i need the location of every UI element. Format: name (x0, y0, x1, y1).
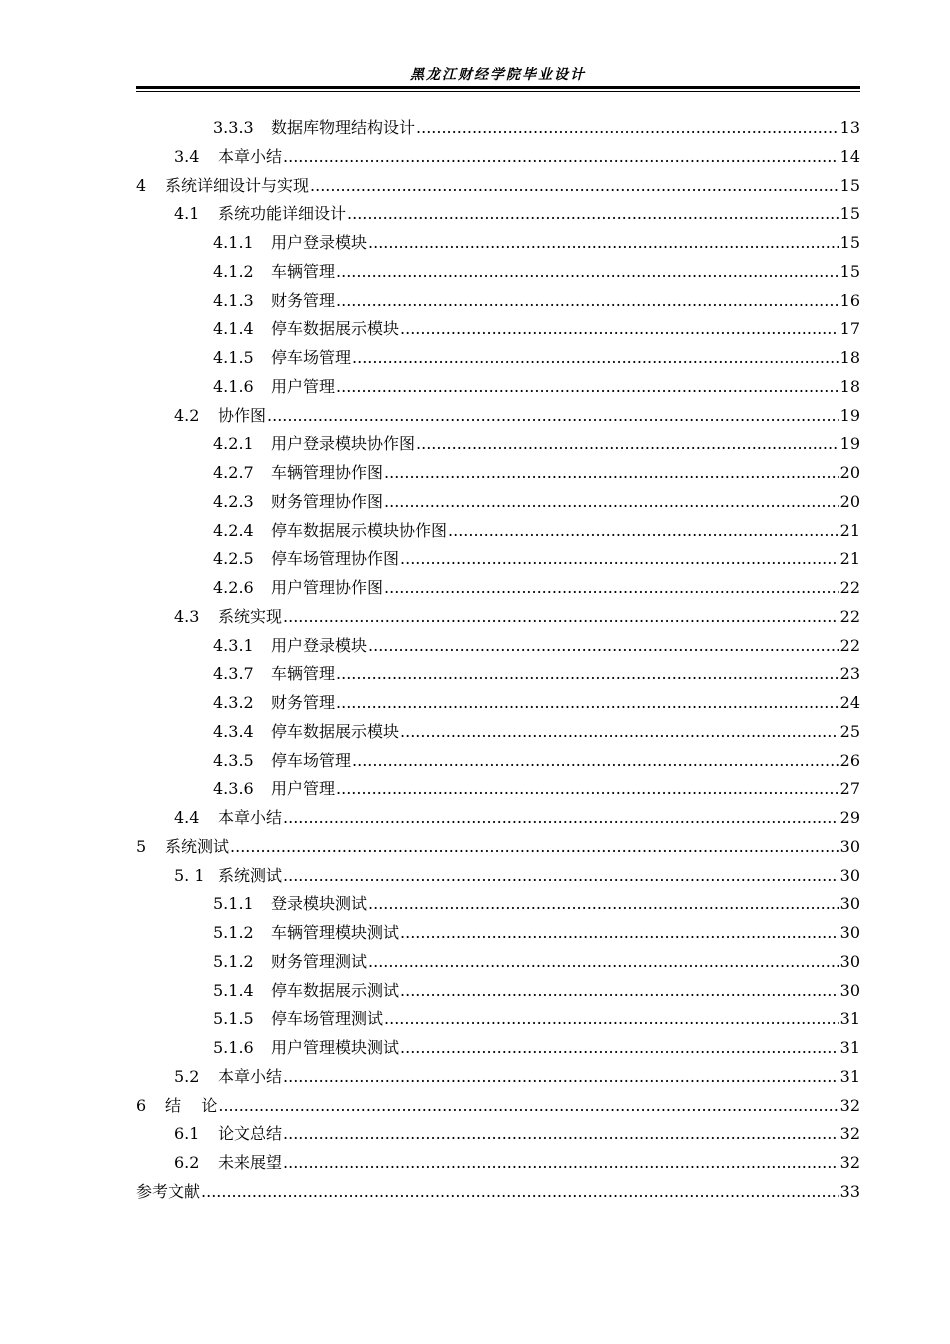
dot-leader (384, 1005, 839, 1034)
toc-entry-title: 结 论 (165, 1095, 218, 1115)
toc-entry-number: 3.4 (174, 146, 200, 166)
toc-entry[interactable] (136, 919, 860, 948)
toc-entry-title: 用户管理 (271, 779, 336, 799)
toc-entry-page-number: 19 (839, 405, 860, 425)
toc-entry-title: 停车数据展示模块 (271, 721, 400, 741)
toc-entry[interactable] (136, 430, 860, 459)
toc-entry-number: 3.3.3 (213, 118, 254, 137)
toc-entry-title: 系统功能详细设计 (218, 204, 347, 224)
toc-entry-number: 5.2 (174, 1066, 200, 1086)
toc-entry-page-number: 18 (839, 348, 860, 367)
dot-leader (352, 747, 839, 776)
toc-entry-page-number: 23 (839, 664, 860, 684)
toc-entry-page-number: 14 (839, 146, 860, 166)
toc-entry-page-number: 15 (839, 233, 860, 252)
toc-entry-number: 5.1.2 (213, 951, 254, 971)
dot-leader (352, 344, 839, 373)
toc-entry-number: 4 (136, 175, 147, 195)
dot-leader (336, 660, 839, 689)
toc-entry-title: 停车场管理 (271, 348, 352, 367)
toc-entry[interactable] (136, 373, 860, 402)
running-header-title: 黑龙江财经学院毕业设计 (410, 67, 586, 83)
toc-entry-page-number: 31 (839, 1009, 860, 1029)
toc-entry-title: 数据库物理结构设计 (271, 118, 416, 137)
toc-entry-title: 车辆管理 (271, 664, 336, 684)
toc-entry-number: 4.3 (174, 606, 200, 626)
header-rule-thick (136, 86, 860, 89)
dot-leader (230, 833, 839, 862)
toc-entry-title: 本章小结 (218, 1066, 283, 1086)
toc-entry-page-number: 30 (839, 951, 860, 971)
toc-entry-number: 6.2 (174, 1153, 200, 1172)
toc-entry-title: 停车数据展示测试 (271, 980, 400, 1000)
toc-entry-title: 用户管理模块测试 (271, 1038, 400, 1057)
dot-leader (336, 287, 839, 316)
toc-entry[interactable] (136, 459, 860, 488)
toc-entry-page-number: 26 (839, 750, 860, 770)
toc-entry-title: 财务管理测试 (271, 951, 368, 971)
toc-entry[interactable] (136, 344, 860, 373)
toc-entry-page-number: 30 (839, 894, 860, 914)
toc-entry-number: 4.2.6 (213, 578, 254, 597)
toc-entry-page-number: 20 (839, 463, 860, 482)
toc-entry-page-number: 30 (839, 980, 860, 1000)
dot-leader (283, 1120, 839, 1149)
toc-entry-page-number: 32 (839, 1095, 860, 1115)
toc-entry-number: 4.3.5 (213, 750, 254, 770)
toc-entry-number: 4.1.2 (213, 261, 254, 281)
toc-entry-number: 5.1.4 (213, 980, 254, 1000)
toc-entry-title: 用户登录模块 (271, 233, 368, 252)
toc-entry[interactable] (136, 1120, 860, 1149)
toc-entry-title: 本章小结 (218, 146, 283, 166)
toc-entry-page-number: 17 (839, 319, 860, 339)
dot-leader (384, 459, 839, 488)
toc-entry-number: 4.1.1 (213, 233, 254, 252)
dot-leader (368, 632, 839, 661)
toc-entry-number: 4.2 (174, 405, 200, 425)
toc-entry-page-number: 29 (839, 808, 860, 827)
toc-entry-title: 协作图 (218, 405, 267, 425)
toc-entry[interactable] (136, 258, 860, 287)
toc-entry-page-number: 15 (839, 261, 860, 281)
toc-entry-title: 停车场管理 (271, 750, 352, 770)
toc-entry-page-number: 15 (839, 204, 860, 224)
toc-entry-number: 4.2.3 (213, 491, 254, 511)
dot-leader (283, 862, 839, 891)
toc-entry-title: 论文总结 (218, 1124, 283, 1144)
toc-entry[interactable] (136, 200, 860, 229)
toc-entry-number: 4.2.4 (213, 520, 254, 540)
dot-leader (400, 718, 839, 747)
toc-entry[interactable] (136, 747, 860, 776)
toc-entry-number: 4.3.1 (213, 635, 254, 655)
toc-entry-title: 财务管理 (271, 290, 336, 310)
toc-entry-number: 5. 1 (174, 865, 205, 885)
toc-entry-number: 4.3.6 (213, 779, 254, 799)
toc-entry-page-number: 33 (839, 1181, 860, 1201)
toc-entry-number: 5 (136, 836, 147, 856)
toc-entry[interactable] (136, 804, 860, 833)
dot-leader (336, 775, 839, 804)
toc-entry[interactable] (136, 1149, 860, 1178)
toc-entry-number: 4.3.7 (213, 664, 254, 684)
toc-entry-page-number: 22 (839, 578, 860, 597)
toc-entry[interactable] (136, 833, 860, 862)
toc-entry[interactable] (136, 775, 860, 804)
dot-leader (368, 890, 839, 919)
dot-leader (368, 948, 839, 977)
table-of-contents (136, 114, 860, 1207)
toc-entry-title: 系统测试 (165, 836, 230, 856)
toc-entry-title: 用户管理协作图 (271, 578, 384, 597)
toc-entry-page-number: 21 (839, 549, 860, 569)
toc-entry-number: 6.1 (174, 1124, 200, 1144)
toc-entry-page-number: 21 (839, 520, 860, 540)
dot-leader (336, 373, 839, 402)
toc-entry[interactable] (136, 603, 860, 632)
toc-entry-number: 4.2.7 (213, 463, 254, 482)
dot-leader (310, 172, 839, 201)
toc-entry-number: 4.1.3 (213, 290, 254, 310)
toc-entry[interactable] (136, 517, 860, 546)
dot-leader (283, 603, 839, 632)
toc-entry[interactable] (136, 545, 860, 574)
dot-leader (283, 1149, 839, 1178)
toc-entry-title: 系统实现 (218, 606, 283, 626)
toc-entry-page-number: 16 (839, 290, 860, 310)
toc-entry-page-number: 27 (839, 779, 860, 799)
toc-entry-number: 5.1.5 (213, 1009, 254, 1029)
toc-entry-title: 用户登录模块协作图 (271, 434, 416, 454)
toc-entry[interactable] (136, 402, 860, 431)
toc-entry-page-number: 25 (839, 721, 860, 741)
toc-entry[interactable] (136, 287, 860, 316)
dot-leader (201, 1178, 839, 1207)
toc-entry-page-number: 22 (839, 606, 860, 626)
toc-entry-title: 登录模块测试 (271, 894, 368, 914)
toc-entry-title: 停车数据展示模块协作图 (271, 520, 448, 540)
toc-entry-title: 财务管理协作图 (271, 491, 384, 511)
toc-entry-page-number: 32 (839, 1153, 860, 1172)
toc-entry-title: 车辆管理 (271, 261, 336, 281)
dot-leader (448, 517, 839, 546)
dot-leader (283, 1063, 839, 1092)
toc-entry-page-number: 15 (839, 175, 860, 195)
toc-entry[interactable] (136, 890, 860, 919)
toc-entry[interactable] (136, 315, 860, 344)
toc-entry-number: 4.1.4 (213, 319, 254, 339)
dot-leader (400, 315, 839, 344)
dot-leader (400, 545, 839, 574)
toc-entry-page-number: 20 (839, 491, 860, 511)
toc-entry[interactable] (136, 632, 860, 661)
toc-entry-number: 6 (136, 1095, 147, 1115)
toc-entry-number: 4.1.5 (213, 348, 254, 367)
toc-entry-title: 车辆管理模块测试 (271, 923, 400, 942)
toc-entry-title: 停车场管理测试 (271, 1009, 384, 1029)
toc-entry-number: 5.1.2 (213, 923, 254, 942)
toc-entry[interactable] (136, 689, 860, 718)
toc-entry-title: 停车数据展示模块 (271, 319, 400, 339)
toc-entry-title: 停车场管理协作图 (271, 549, 400, 569)
toc-entry-title: 参考文献 (136, 1181, 201, 1201)
toc-entry[interactable] (136, 229, 860, 258)
toc-entry[interactable] (136, 718, 860, 747)
toc-entry[interactable] (136, 660, 860, 689)
dot-leader (400, 1034, 839, 1063)
toc-entry-number: 5.1.1 (213, 894, 254, 914)
toc-entry[interactable] (136, 114, 860, 143)
toc-entry-title: 本章小结 (218, 808, 283, 827)
dot-leader (267, 402, 839, 431)
toc-entry-number: 4.4 (174, 808, 200, 827)
toc-entry-title: 用户登录模块 (271, 635, 368, 655)
toc-entry-page-number: 22 (839, 635, 860, 655)
toc-entry[interactable] (136, 1034, 860, 1063)
dot-leader (400, 919, 839, 948)
dot-leader (336, 258, 839, 287)
toc-entry-page-number: 30 (839, 865, 860, 885)
toc-entry[interactable] (136, 1005, 860, 1034)
toc-entry-number: 4.1.6 (213, 376, 254, 396)
toc-entry-title: 车辆管理协作图 (271, 463, 384, 482)
dot-leader (384, 574, 839, 603)
toc-entry-number: 4.1 (174, 204, 200, 224)
toc-entry[interactable] (136, 143, 860, 172)
toc-entry-number: 4.2.1 (213, 434, 254, 454)
dot-leader (283, 143, 839, 172)
toc-entry-number: 4.3.4 (213, 721, 254, 741)
toc-entry-page-number: 19 (839, 434, 860, 454)
dot-leader (416, 430, 839, 459)
dot-leader (218, 1092, 838, 1121)
toc-entry-page-number: 31 (839, 1038, 860, 1057)
dot-leader (347, 200, 839, 229)
toc-entry[interactable] (136, 1178, 860, 1207)
dot-leader (336, 689, 839, 718)
toc-entry-page-number: 32 (839, 1124, 860, 1144)
toc-entry-page-number: 24 (839, 693, 860, 712)
toc-entry-number: 5.1.6 (213, 1038, 254, 1057)
dot-leader (368, 229, 839, 258)
dot-leader (283, 804, 839, 833)
toc-entry-title: 未来展望 (218, 1153, 283, 1172)
toc-entry-page-number: 31 (839, 1066, 860, 1086)
toc-entry-page-number: 30 (839, 923, 860, 942)
toc-entry-page-number: 13 (839, 118, 860, 137)
toc-entry-title: 系统详细设计与实现 (165, 175, 310, 195)
toc-entry-page-number: 18 (839, 376, 860, 396)
toc-entry[interactable] (136, 488, 860, 517)
dot-leader (416, 114, 839, 143)
toc-entry[interactable] (136, 574, 860, 603)
toc-entry-title: 财务管理 (271, 693, 336, 712)
toc-entry[interactable] (136, 172, 860, 201)
toc-entry[interactable] (136, 977, 860, 1006)
dot-leader (400, 977, 839, 1006)
toc-entry[interactable] (136, 1092, 860, 1121)
toc-entry-number: 4.3.2 (213, 693, 254, 712)
toc-entry-number: 4.2.5 (213, 549, 254, 569)
header-rule-thin (136, 91, 860, 92)
toc-entry[interactable] (136, 948, 860, 977)
toc-entry[interactable] (136, 862, 860, 891)
toc-entry-title: 系统测试 (218, 865, 283, 885)
dot-leader (384, 488, 839, 517)
toc-entry-page-number: 30 (839, 836, 860, 856)
toc-entry[interactable] (136, 1063, 860, 1092)
toc-entry-title: 用户管理 (271, 376, 336, 396)
